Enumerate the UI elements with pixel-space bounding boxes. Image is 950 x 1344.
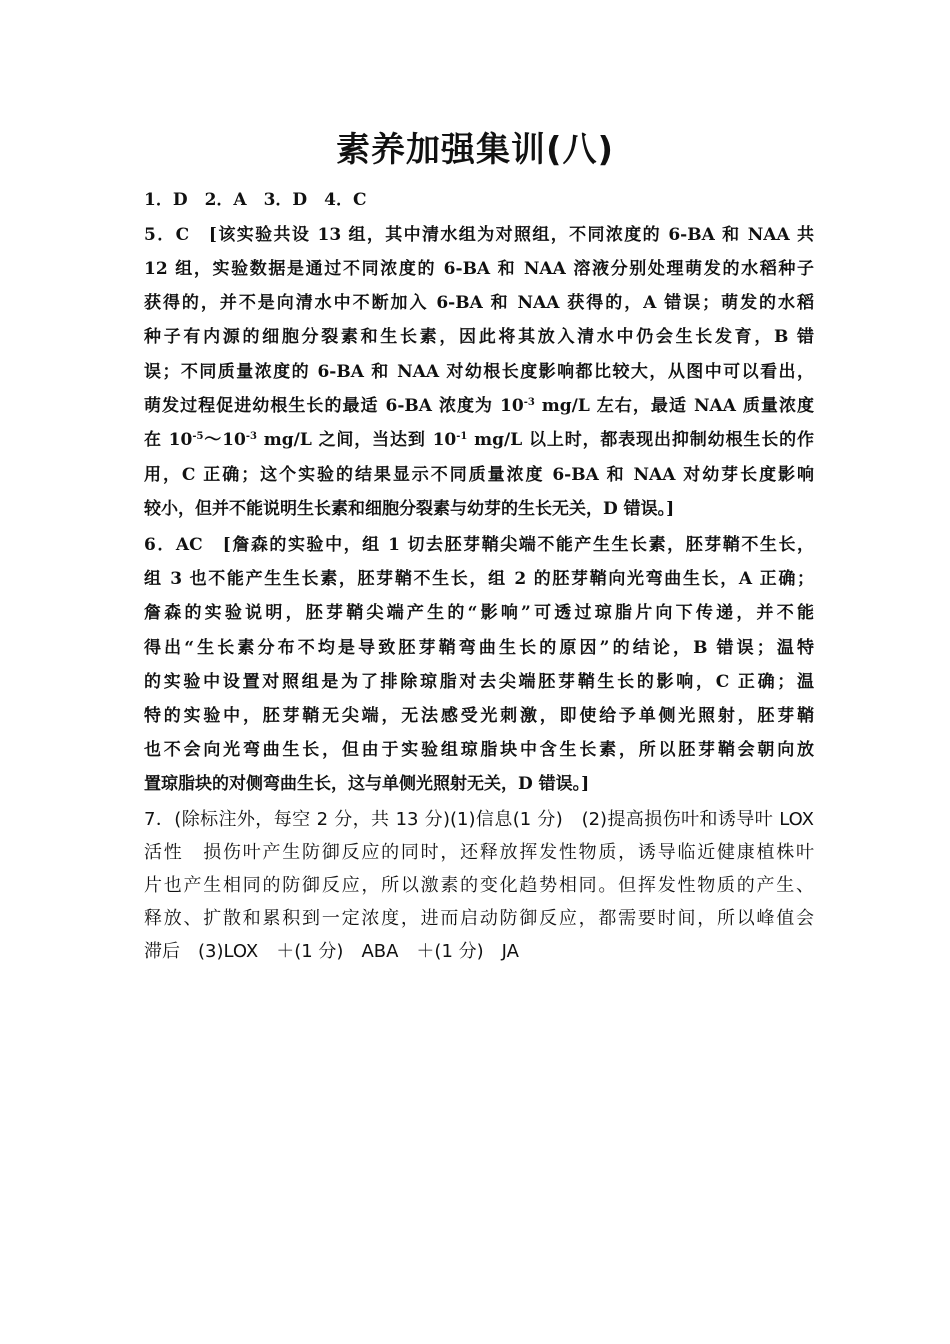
line-8-part-4: mg/L 以上时，都表现出抑制幼根生长的作 <box>467 430 815 450</box>
exponent: -3 <box>523 397 535 408</box>
line-7-part-1: 萌发过程促进幼根生长的最适 6-BA 浓度为 10 <box>144 396 524 416</box>
answer-line-18: 置琼脂块的对侧弯曲生长，这与单侧光照射无关，D 错误。] <box>144 774 590 794</box>
answer-line-13: 詹森的实验说明，胚芽鞘尖端产生的“影响”可透过琼脂片向下传递，并不能 <box>144 603 814 623</box>
answer-line-10: 较小，但并不能说明生长素和细胞分裂素与幼芽的生长无关，D 错误。] <box>144 499 675 519</box>
answer-line-4: 获得的，并不是向清水中不断加入 6-BA 和 NAA 获得的，A 错误；萌发的水稻 <box>144 293 814 313</box>
answer-line-5: 种子有内源的细胞分裂素和生长素，因此将其放入清水中仍会生长发育，B 错 <box>144 327 814 347</box>
answer-line-7 <box>144 389 814 423</box>
answer-line-14: 得出“生长素分布不均是导致胚芽鞘弯曲生长的原因”的结论，B 错误；温特 <box>144 638 814 658</box>
answer-line-8 <box>144 423 814 457</box>
answer-line-23: 滞后 (3)LOX ＋(1 分) ABA ＋(1 分) JA <box>144 941 519 962</box>
page-title: 素养加强集训(八) <box>335 130 615 170</box>
answer-line-17: 也不会向光弯曲生长，但由于实验组琼脂块中含生长素，所以胚芽鞘会朝向放 <box>144 740 814 760</box>
answer-line-1: 1．D 2．A 3．D 4．C <box>144 190 367 210</box>
exponent: -1 <box>456 431 468 442</box>
exponent: -3 <box>245 431 257 442</box>
answer-line-16: 特的实验中，胚芽鞘无尖端，无法感受光刺激，即使给予单侧光照射，胚芽鞘 <box>144 706 814 726</box>
answer-line-22: 释放、扩散和累积到一定浓度，进而启动防御反应，都需要时间，所以峰值会 <box>144 908 814 929</box>
exponent: -5 <box>192 431 204 442</box>
line-8-part-3: mg/L 之间，当达到 10 <box>256 430 457 450</box>
answer-line-19: 7．(除标注外，每空 2 分，共 13 分)(1)信息(1 分) (2)提高损伤叶和诱导叶 LOX <box>144 809 814 830</box>
answer-line-2: 5．C [该实验共设 13 组，其中清水组为对照组，不同浓度的 6-BA 和 NAA 共 <box>144 225 814 245</box>
answer-line-20: 活性 损伤叶产生防御反应的同时，还释放挥发性物质，诱导临近健康植株叶 <box>144 842 814 863</box>
answer-line-3: 12 组，实验数据是通过不同浓度的 6-BA 和 NAA 溶液分别处理萌发的水稻种子 <box>144 259 814 279</box>
line-8-part-2: ～10 <box>203 430 246 450</box>
answer-line-11: 6．AC [詹森的实验中，组 1 切去胚芽鞘尖端不能产生生长素，胚芽鞘不生长， <box>144 535 814 555</box>
line-8-part-1: 在 10 <box>144 430 193 450</box>
answer-line-6: 误；不同质量浓度的 6-BA 和 NAA 对幼根长度影响都比较大，从图中可以看出， <box>144 362 814 382</box>
answer-line-21: 片也产生相同的防御反应，所以激素的变化趋势相同。但挥发性物质的产生、 <box>144 875 814 896</box>
answer-line-12: 组 3 也不能产生生长素，胚芽鞘不生长，组 2 的胚芽鞘向光弯曲生长，A 正确； <box>144 569 814 589</box>
answer-line-9: 用，C 正确；这个实验的结果显示不同质量浓度 6-BA 和 NAA 对幼芽长度影响 <box>144 465 814 485</box>
answer-line-15: 的实验中设置对照组是为了排除琼脂对去尖端胚芽鞘生长的影响，C 正确；温 <box>144 672 814 692</box>
line-7-part-2: mg/L 左右，最适 NAA 质量浓度 <box>534 396 814 416</box>
